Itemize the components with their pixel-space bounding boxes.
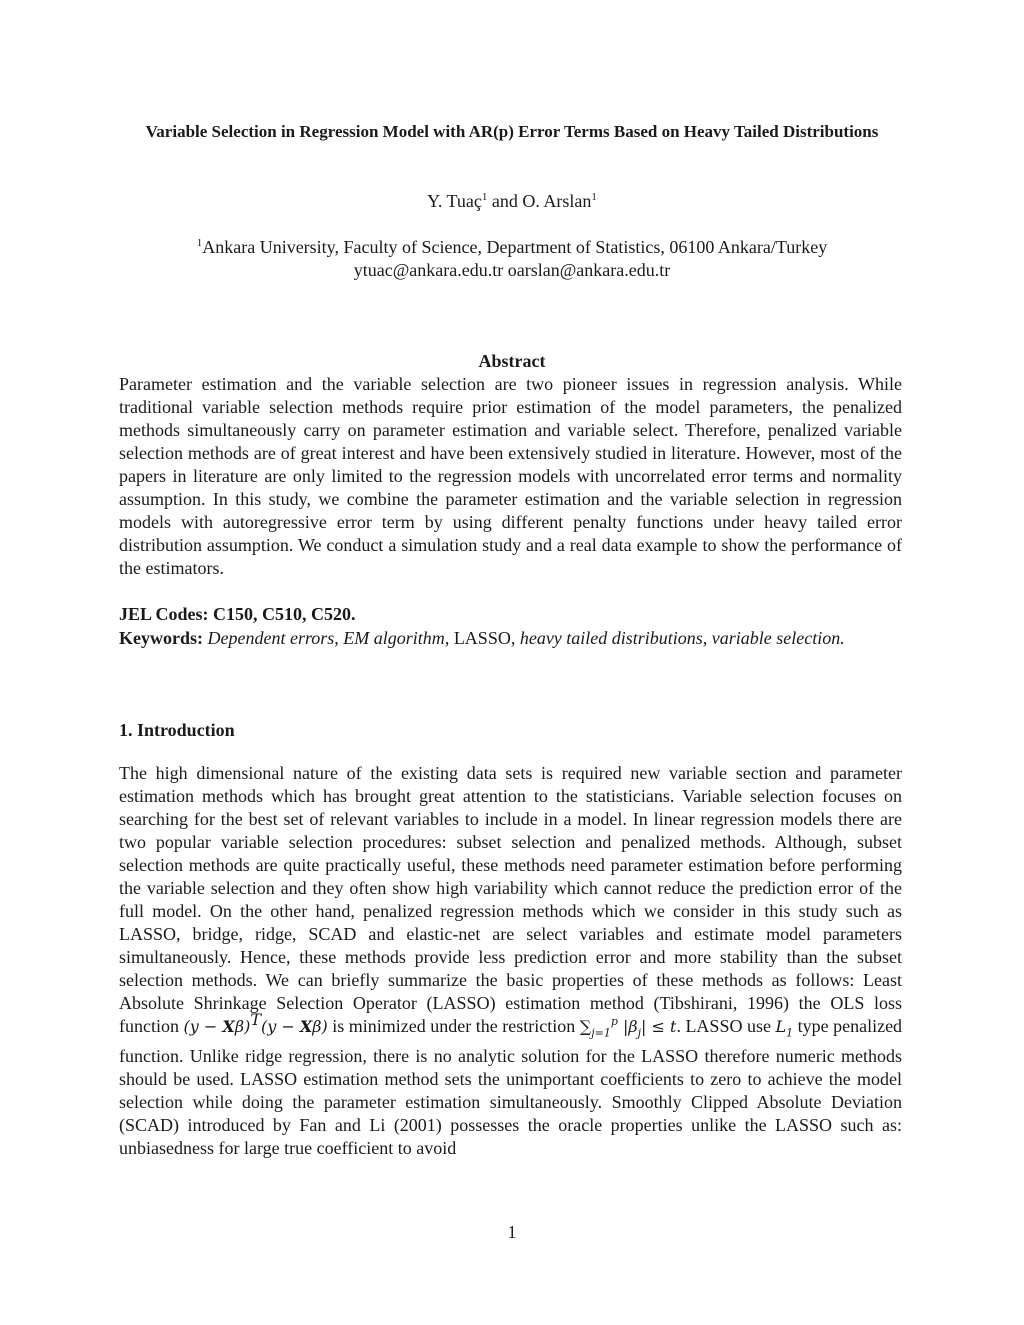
intro-text-2: is minimized under the restriction (332, 1016, 576, 1036)
formula-ols-loss: $(y - X\beta)^T(y - X\beta)$ (183, 1010, 328, 1036)
affiliation-mark: 1 (196, 237, 203, 249)
formula-l1: $L_1$ (775, 1017, 794, 1040)
abstract-heading: Abstract (478, 351, 546, 371)
intro-text-3: . LASSO use (676, 1016, 771, 1036)
affiliation-line (100, 236, 924, 259)
author-emails: ytuac@ankara.edu.tr oarslan@ankara.edu.tr (353, 260, 671, 280)
formula-lasso-constraint: $\sum_{j=1}^p$ $|\beta_j| \le t$ (579, 1015, 677, 1040)
keywords-label: Keywords: (119, 628, 203, 648)
intro-text-1: The high dimensional nature of the existing data sets is required new variable section and parameter estimation methods which has brought great attention to the statisticians. Variable selection focuses on searching for the best set of relevant variables to include in a model. In linear regression models there are two popular variable selection procedures: subset selection and penalized methods. Although, subset selection methods are quite practically useful, these methods need parameter estimation before performing the variable selection and they often show high variability which cannot reduce the prediction error of the full model. On the other hand, penalized regression methods which we consider in this study such as LASSO, bridge, ridge, SCAD and elastic-net are select variables and estimate model parameters simultaneously. Hence, these methods provide less prediction error and more stability than the subset selection methods. We can briefly summarize the basic properties of these methods as follows: Least Absolute Shrinkage Selection Operator (LASSO) estimation method (Tibshirani, 1996) the OLS loss function (119, 763, 902, 1036)
section-heading: 1. Introduction (119, 720, 235, 740)
abstract-text: Parameter estimation and the variable selection are two pioneer issues in regression analysis. While traditional variable selection methods require prior estimation of the model parameters, the penalized methods simultaneously carry on parameter estimation and variable select. Therefore, penalized variable selection methods are of great interest and have been extensively studied in literature. However, most of the papers in literature are only limited to the regression models with uncorrelated error terms and normality assumption. In this study, we combine the parameter estimation and the variable selection in regression models with autoregressive error term by using different penalty functions under heavy tailed error distribution assumption. We conduct a simulation study and a real data example to show the performance of the estimators. (119, 374, 902, 578)
affiliation (100, 236, 924, 282)
page-number: 1 (507, 1222, 517, 1242)
keywords-part-1: Dependent errors, EM algorithm (207, 628, 445, 648)
author-2-affil-mark: 1 (591, 191, 597, 203)
author-1: Y. Tuaç (427, 191, 482, 211)
author-1-affil-mark: 1 (481, 191, 488, 203)
keywords-part-3: heavy tailed distributions, variable selection. (519, 628, 845, 648)
paper-title: Variable Selection in Regression Model with AR(p) Error Terms Based on Heavy Tailed Distributions (145, 122, 879, 141)
keywords-part-2: , LASSO, (444, 628, 516, 648)
keywords (119, 627, 902, 650)
intro-text-4: type penalized function. Unlike ridge regression, there is no analytic solution for the LASSO therefore numeric methods should be used. LASSO estimation method sets the unimportant coefficients to zero to achieve the model selection while doing the parameter estimation simultaneously. Smoothly Clipped Absolute Deviation (SCAD) introduced by Fan and Li (2001) possesses the oracle properties unlike the LASSO such as: unbiasedness for large true coefficient to avoid (119, 1016, 903, 1158)
introduction-paragraph (119, 762, 902, 1160)
jel-codes: JEL Codes: C150, C510, C520. (119, 604, 356, 624)
author-line (100, 190, 924, 212)
affiliation-text: Ankara University, Faculty of Science, Department of Statistics, 06100 Ankara/Turkey (202, 237, 828, 257)
author-2: and O. Arslan (491, 191, 592, 211)
